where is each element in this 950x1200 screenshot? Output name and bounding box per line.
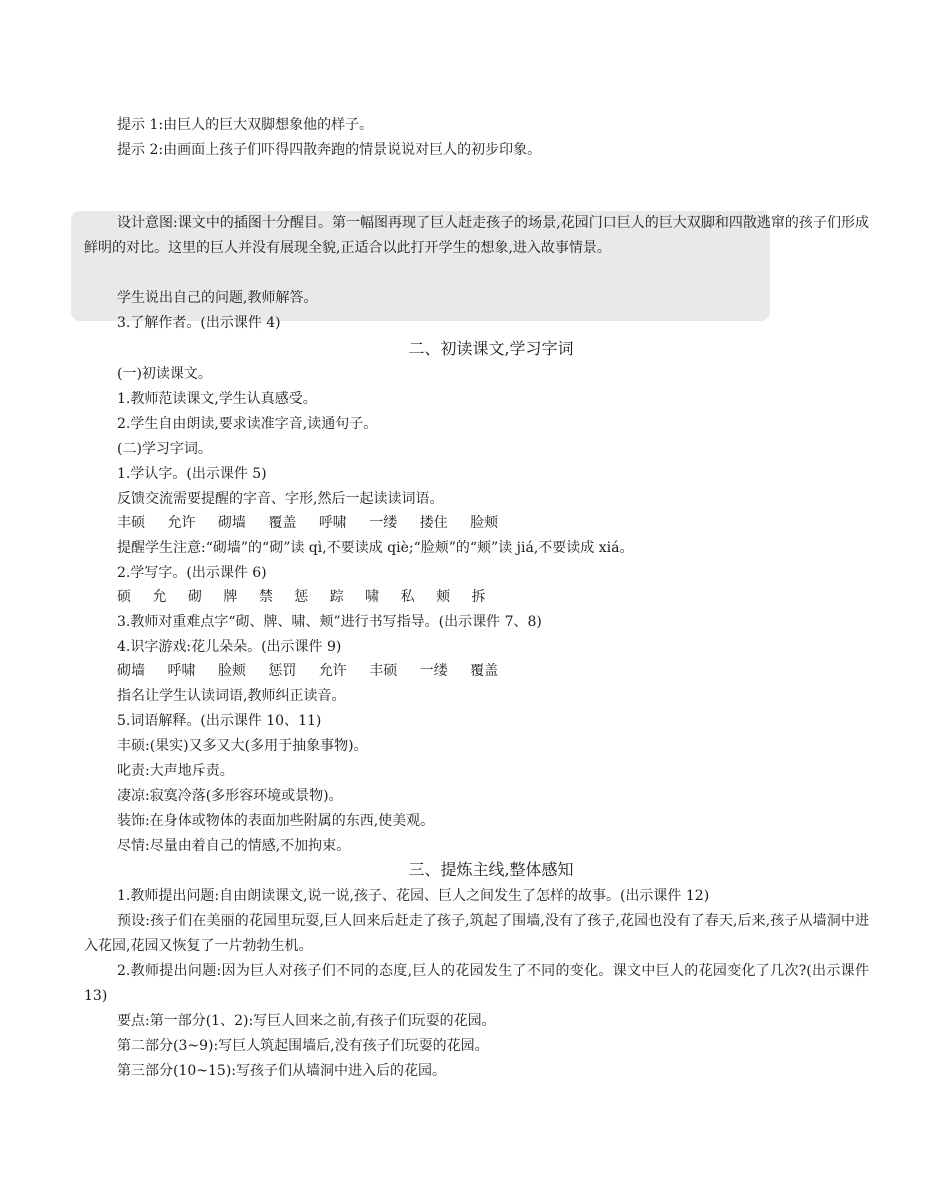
- word: 丰硕: [369, 663, 398, 679]
- step-student-reading: 2.学生自由朗读,要求读准字音,读通句子。: [117, 416, 378, 432]
- character: 砌: [187, 589, 202, 605]
- subsection-first-reading: (一)初读课文。: [117, 366, 212, 382]
- learn-author: 3.了解作者。(出示课件 4): [117, 315, 281, 331]
- step-teacher-reading: 1.教师范读课文,学生认真感受。: [117, 391, 317, 407]
- section-2-title: 二、初读课文,学习字词: [408, 339, 574, 358]
- definition-3: 凄凉:寂寞冷落(多形容环境或景物)。: [117, 788, 343, 804]
- word: 一缕: [419, 663, 448, 679]
- definition-4: 装饰:在身体或物体的表面加些附属的东西,使美观。: [117, 813, 435, 829]
- word: 搂住: [419, 515, 448, 531]
- key-point-3: 第三部分(10~15):写孩子们从墙洞中进入后的花园。: [117, 1063, 446, 1079]
- word: 允许: [318, 663, 347, 679]
- word: 一缕: [369, 515, 398, 531]
- subsection-vocabulary: (二)学习字词。: [117, 441, 212, 457]
- word: 脸颊: [217, 663, 246, 679]
- character: 踪: [329, 589, 344, 605]
- writing-characters-list: [117, 587, 503, 607]
- character: 禁: [258, 589, 273, 605]
- word: 覆盖: [268, 515, 297, 531]
- section-3-title: 三、提炼主线,整体感知: [408, 860, 574, 879]
- character: 惩: [294, 589, 309, 605]
- definition-2: 叱责:大声地斥责。: [117, 763, 234, 779]
- word: 呼啸: [318, 515, 347, 531]
- step-literacy-game: 4.识字游戏:花儿朵朵。(出示课件 9): [117, 639, 342, 655]
- key-point-2: 第二部分(3~9):写巨人筑起围墙后,没有孩子们玩耍的花园。: [117, 1038, 489, 1054]
- step-word-explanation: 5.词语解释。(出示课件 10、11): [117, 713, 322, 729]
- definition-1: 丰硕:(果实)又多又大(多用于抽象事物)。: [117, 738, 368, 754]
- character: 啸: [365, 589, 380, 605]
- word: 覆盖: [470, 663, 499, 679]
- character: 颊: [436, 589, 451, 605]
- word: 丰硕: [117, 515, 145, 531]
- preset-answer: 预设:孩子们在美丽的花园里玩耍,巨人回来后赶走了孩子,筑起了围墙,没有了孩子,花园也没有了春天,后来,孩子从墙洞中进入花园,花园又恢复了一片勃勃生机。: [84, 913, 869, 954]
- character: 硕: [117, 589, 131, 605]
- word: 砌墙: [217, 515, 246, 531]
- character: 牌: [223, 589, 238, 605]
- step-feedback-note: 反馈交流需要提醒的字音、字形,然后一起读读词语。: [117, 491, 444, 507]
- vocabulary-list-1: [117, 513, 516, 533]
- pronunciation-note: 提醒学生注意:“砌墙”的“砌”读 qì,不要读成 qiè;“脸颊”的“颊”读 jiá,不要读成 xiá。: [117, 540, 634, 556]
- step-learn-writing: 2.学写字。(出示课件 6): [117, 565, 267, 581]
- hint-1: 提示 1:由巨人的巨大双脚想象他的样子。: [117, 117, 374, 133]
- student-questions: 学生说出自己的问题,教师解答。: [117, 290, 318, 306]
- design-intent-paragraph: 设计意图:课文中的插图十分醒目。第一幅图再现了巨人赶走孩子的场景,花园门口巨人的巨大双脚和四散逃窜的孩子们形成鲜明的对比。这里的巨人并没有展现全貌,正适合以此打开学生的想象,进入故事情景。: [84, 215, 869, 256]
- key-point-1: 要点:第一部分(1、2):写巨人回来之前,有孩子们玩耍的花园。: [117, 1013, 496, 1029]
- step-writing-guidance: 3.教师对重难点字“砌、牌、啸、颊”进行书写指导。(出示课件 7、8): [117, 614, 542, 630]
- character: 拆: [471, 589, 486, 605]
- word: 惩罚: [268, 663, 297, 679]
- word: 呼啸: [167, 663, 196, 679]
- question-2: 2.教师提出问题:因为巨人对孩子们不同的态度,巨人的花园发生了不同的变化。课文中巨人的花园变化了几次?(出示课件 13): [84, 963, 869, 1004]
- question-1: 1.教师提出问题:自由朗读课文,说一说,孩子、花园、巨人之间发生了怎样的故事。(出示课件 12): [117, 888, 710, 904]
- hint-2: 提示 2:由画面上孩子们吓得四散奔跑的情景说说对巨人的初步印象。: [117, 142, 542, 158]
- character: 私: [400, 589, 415, 605]
- definition-5: 尽情:尽量由着自己的情感,不加拘束。: [117, 838, 351, 854]
- character: 允: [152, 589, 167, 605]
- word: 允许: [167, 515, 196, 531]
- word: 砌墙: [117, 663, 145, 679]
- step-learn-characters: 1.学认字。(出示课件 5): [117, 466, 267, 482]
- vocabulary-list-2: [117, 661, 516, 681]
- word: 脸颊: [470, 515, 499, 531]
- step-read-aloud-note: 指名让学生认读词语,教师纠正读音。: [117, 688, 346, 704]
